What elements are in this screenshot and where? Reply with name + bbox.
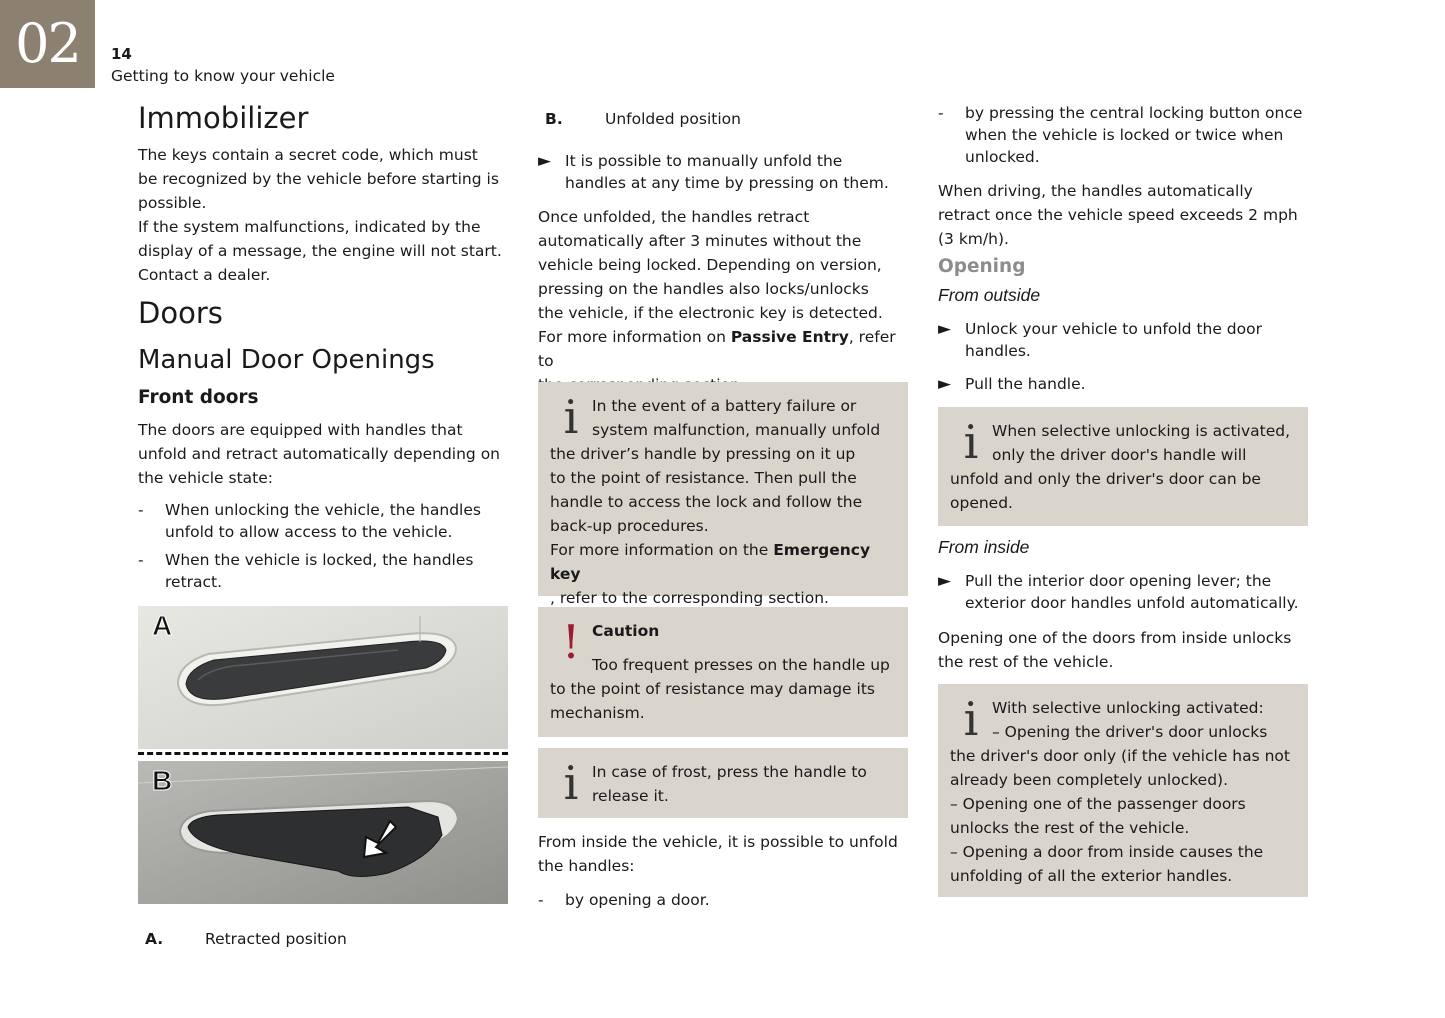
- immobilizer-text: [138, 143, 508, 287]
- caption-text: Unfolded position: [605, 110, 741, 128]
- text-line: Unlock your vehicle to unfold the door: [965, 320, 1262, 338]
- page-number: 14: [111, 45, 132, 63]
- text-line: Contact a dealer.: [138, 266, 271, 284]
- front-doors-heading: Front doors: [138, 387, 259, 408]
- text-line: already been completely unlocked).: [950, 771, 1229, 789]
- figure-label-b: B: [152, 765, 173, 796]
- info-icon: i: [563, 390, 579, 444]
- text-line: In case of frost, press the handle to: [592, 763, 867, 781]
- doors-intro: [138, 418, 508, 490]
- text-line: exterior door handles unfold automatically.: [965, 594, 1299, 612]
- arrow-item-unlock: [938, 318, 1308, 362]
- manual-door-openings-heading: Manual Door Openings: [138, 345, 435, 375]
- text-line: the vehicle, if the electronic key is detected.: [538, 304, 883, 322]
- text-line: [550, 538, 896, 586]
- text-fragment: For more information on the: [550, 541, 774, 559]
- info-box-selective-activated: [938, 684, 1308, 897]
- text-line: When selective unlocking is activated,: [992, 422, 1291, 440]
- text-line: Too frequent presses on the handle up: [592, 656, 890, 674]
- text-fragment: For more information on: [538, 328, 731, 346]
- driving-paragraph: [938, 179, 1308, 251]
- text-line: unfold and retract automatically depending on: [138, 445, 501, 463]
- text-line: be recognized by the vehicle before starting is: [138, 170, 499, 188]
- text-line: automatically after 3 minutes without the: [538, 232, 862, 250]
- text-line: display of a message, the engine will not start.: [138, 242, 502, 260]
- text-line: Opening one of the doors from inside unlocks: [938, 629, 1292, 647]
- text-line: It is possible to manually unfold the: [565, 152, 843, 170]
- text-line: The doors are equipped with handles that: [138, 421, 463, 439]
- text-line: – Opening the driver's door unlocks: [992, 723, 1268, 741]
- text-line: only the driver door's handle will: [992, 446, 1247, 464]
- text-line: retract.: [165, 573, 223, 591]
- text-line: From inside the vehicle, it is possible to unfold: [538, 833, 898, 851]
- arrow-item-manual-unfold: [538, 150, 908, 194]
- bullet-locked: [138, 549, 508, 593]
- info-box-battery: [538, 382, 908, 607]
- text-line: handles at any time by pressing on them.: [565, 174, 889, 192]
- arrow-icon: ►: [938, 319, 952, 339]
- figure-panel-retracted: [138, 606, 508, 749]
- text-line: - by opening a door.: [565, 891, 710, 909]
- text-line: pressing on the handles also locks/unlocks: [538, 280, 869, 298]
- text-line: back-up procedures.: [550, 517, 709, 535]
- arrow-icon: ►: [938, 571, 952, 591]
- door-handle-figure: [138, 606, 508, 904]
- unfolded-handle-illustration: [138, 761, 508, 904]
- text-line: the driver's door only (if the vehicle has not: [950, 747, 1290, 765]
- text-line: , refer to the corresponding section.: [550, 589, 829, 607]
- figure-panel-unfolded: [138, 761, 508, 904]
- text-line: system malfunction, manually unfold: [592, 421, 881, 439]
- text-line: vehicle being locked. Depending on version,: [538, 256, 882, 274]
- text-line: - When the vehicle is locked, the handles: [165, 551, 474, 569]
- chapter-tab: 02: [0, 0, 95, 88]
- doors-heading: Doors: [138, 296, 223, 330]
- from-inside-heading: From inside: [938, 537, 1030, 557]
- text-line: If the system malfunctions, indicated by the: [138, 218, 481, 236]
- text-line: release it.: [592, 787, 669, 805]
- caption-text: Retracted position: [205, 930, 347, 948]
- text-line: to the point of resistance may damage its: [550, 680, 875, 698]
- inside-paragraph: [538, 830, 908, 878]
- text-line: With selective unlocking activated:: [992, 699, 1264, 717]
- immobilizer-heading: Immobilizer: [138, 101, 309, 135]
- warning-icon: !: [561, 615, 581, 669]
- text-line: unlocks the rest of the vehicle.: [950, 819, 1190, 837]
- text-line: [538, 325, 908, 373]
- text-line: opened.: [950, 494, 1013, 512]
- figure-label-a: A: [152, 610, 173, 641]
- section-title: Getting to know your vehicle: [111, 67, 335, 85]
- emergency-key-reference: Emergency key: [550, 541, 871, 583]
- text-line: (3 km/h).: [938, 230, 1009, 248]
- text-line: handle to access the lock and follow the: [550, 493, 863, 511]
- text-line: The keys contain a secret code, which must: [138, 146, 478, 164]
- info-icon: i: [963, 692, 979, 746]
- from-outside-heading: From outside: [938, 285, 1041, 305]
- bullet-unlocking: [138, 499, 508, 543]
- text-line: Pull the handle.: [965, 375, 1086, 393]
- bullet-central-locking: [938, 102, 1308, 168]
- caption-unfolded: [545, 107, 908, 131]
- caption-letter: A.: [145, 930, 164, 948]
- caution-title: Caution: [592, 622, 660, 640]
- text-line: - When unlocking the vehicle, the handles: [165, 501, 481, 519]
- arrow-item-interior-lever: [938, 570, 1308, 614]
- info-box-frost: [538, 748, 908, 818]
- inside-unlock-paragraph: [938, 626, 1308, 674]
- retract-paragraph: [538, 205, 908, 397]
- text-line: – Opening a door from inside causes the: [950, 843, 1264, 861]
- text-line: the rest of the vehicle.: [938, 653, 1114, 671]
- text-line: unfold and only the driver's door can be: [950, 470, 1261, 488]
- text-line: - by pressing the central locking button once: [965, 104, 1303, 122]
- text-line: retract once the vehicle speed exceeds 2 mph: [938, 206, 1298, 224]
- arrow-item-pull-handle: [938, 373, 1308, 395]
- text-line: to the point of resistance. Then pull the: [550, 469, 857, 487]
- info-icon: i: [963, 415, 979, 469]
- figure-divider: [138, 752, 508, 755]
- text-line: handles.: [965, 342, 1031, 360]
- retracted-handle-illustration: [138, 606, 508, 749]
- text-fragment: , refer to: [538, 328, 896, 370]
- bullet-opening-door: [538, 889, 908, 911]
- text-line: when the vehicle is locked or twice when: [965, 126, 1284, 144]
- text-line: unlocked.: [965, 148, 1040, 166]
- text-line: unfold to allow access to the vehicle.: [165, 523, 453, 541]
- info-icon: i: [563, 756, 579, 810]
- text-line: the driver’s handle by pressing on it up: [550, 445, 856, 463]
- caption-letter: B.: [545, 110, 563, 128]
- text-line: possible.: [138, 194, 207, 212]
- text-line: Once unfolded, the handles retract: [538, 208, 810, 226]
- text-line: unfolding of all the exterior handles.: [950, 867, 1233, 885]
- text-line: Pull the interior door opening lever; the: [965, 572, 1272, 590]
- arrow-icon: ►: [538, 151, 552, 171]
- info-box-selective: [938, 407, 1308, 526]
- opening-heading: Opening: [938, 256, 1026, 277]
- text-line: the vehicle state:: [138, 469, 273, 487]
- text-line: When driving, the handles automatically: [938, 182, 1253, 200]
- caption-retracted: [145, 927, 508, 951]
- caution-box: [538, 607, 908, 737]
- arrow-icon: ►: [938, 374, 952, 394]
- text-line: the handles:: [538, 857, 635, 875]
- passive-entry-reference: Passive Entry: [730, 328, 849, 346]
- text-line: – Opening one of the passenger doors: [950, 795, 1246, 813]
- text-line: mechanism.: [550, 704, 645, 722]
- text-line: In the event of a battery failure or: [592, 397, 857, 415]
